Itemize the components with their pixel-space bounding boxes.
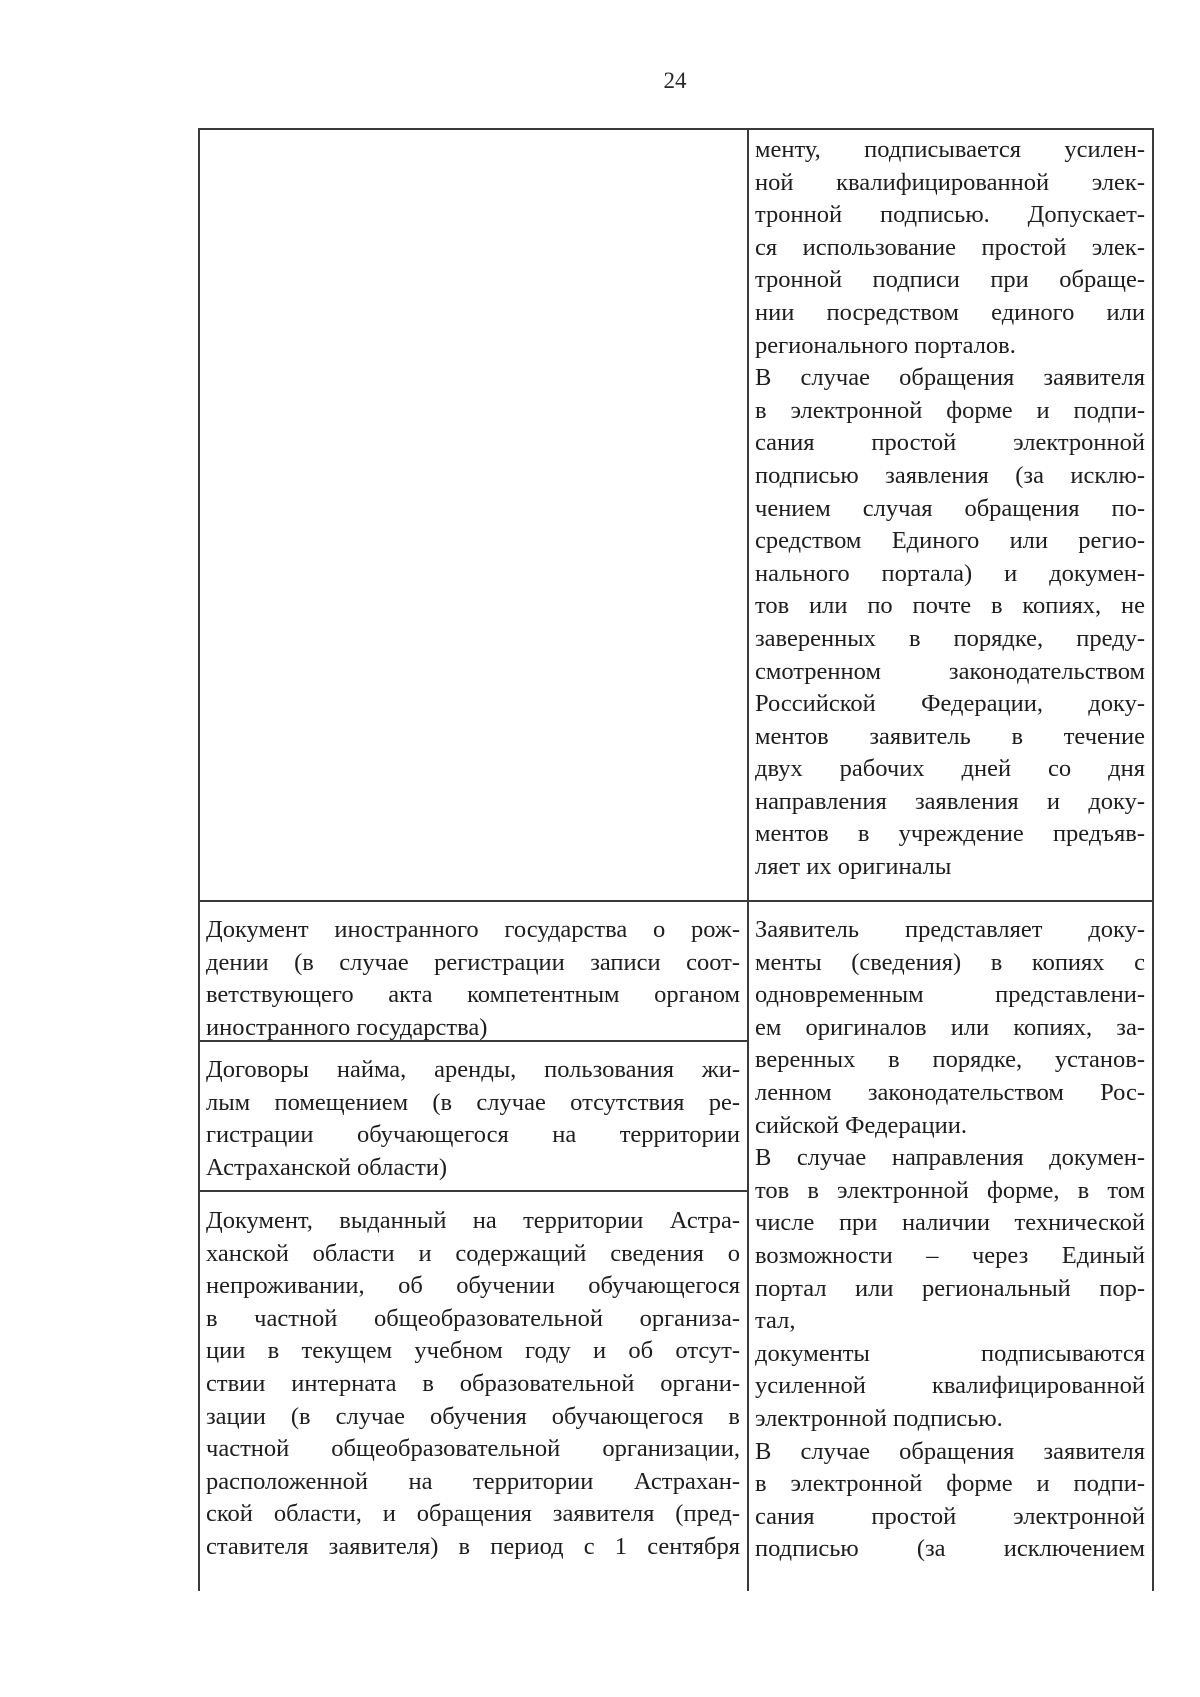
non-residence-document-cell: [206, 1205, 740, 1564]
text-line: В случае направления докумен-: [755, 1144, 1145, 1172]
text-line: иностранного государства): [206, 1013, 488, 1041]
text-line: расположенной на территории Астрахан-: [206, 1467, 740, 1495]
text-line: ментов в учреждение предъяв-: [755, 820, 1145, 848]
row2-right-paragraph-1: [755, 914, 1145, 1142]
left-subrow-divider-2: [198, 1190, 749, 1192]
lease-agreements-cell: [206, 1054, 740, 1184]
text-line: ем оригиналов или копиях, за-: [755, 1013, 1145, 1041]
foreign-birth-document-cell: [206, 914, 740, 1044]
text-line: Документ иностранного государства о рож-: [206, 916, 740, 943]
table-top-border: [198, 128, 1154, 130]
text-line: тов в электронной форме, в том: [755, 1176, 1145, 1204]
row1-right-paragraph-1: [755, 134, 1145, 362]
text-line: Астраханской области): [206, 1153, 448, 1181]
text-line: менту, подписывается усилен-: [755, 136, 1145, 163]
text-line: документы подписываются: [755, 1339, 1145, 1367]
text-line: ся использование простой элек-: [755, 233, 1145, 261]
text-line: усиленной квалифицированной: [755, 1372, 1145, 1400]
row2-right-paragraph-2: [755, 1142, 1145, 1338]
text-line: ляет их оригиналы: [755, 853, 952, 881]
text-line: числе при наличии технической: [755, 1209, 1145, 1237]
text-line: Российской Федерации, доку-: [755, 690, 1145, 718]
row2-right-paragraph-4: [755, 1436, 1145, 1566]
text-line: В случае обращения заявителя: [755, 364, 1145, 392]
text-line: Документ, выданный на территории Астра-: [206, 1207, 740, 1234]
text-line: в частной общеобразовательной организа-: [206, 1304, 740, 1332]
text-line: ментов заявитель в течение: [755, 722, 1145, 750]
row2-right-cell: [755, 914, 1145, 1566]
text-line: ставителя заявителя) в период с 1 сентября: [206, 1532, 740, 1560]
text-line: ствии интерната в образовательной органи-: [206, 1369, 740, 1397]
text-line: непроживании, об обучении обучающегося: [206, 1272, 740, 1300]
text-line: в электронной форме и подпи-: [755, 396, 1145, 424]
text-line: сания простой электронной: [755, 1502, 1145, 1530]
text-line: дении (в случае регистрации записи соот-: [206, 948, 740, 976]
requirements-table: [198, 128, 1154, 1591]
text-line: В случае обращения заявителя: [755, 1437, 1145, 1465]
text-line: электронной подписью.: [755, 1404, 1003, 1432]
table-left-border: [198, 128, 200, 1591]
text-line: ции в текущем учебном году и об отсут-: [206, 1337, 740, 1365]
text-line: Заявитель представляет доку-: [755, 916, 1145, 943]
row2-right-paragraph-3: [755, 1338, 1145, 1436]
text-line: ной квалифицированной элек-: [755, 168, 1145, 196]
text-line: тал,: [755, 1307, 796, 1335]
text-line: одновременным представлени-: [755, 981, 1145, 1009]
text-line: нального портала) и докумен-: [755, 559, 1145, 587]
text-line: ленном законодательством Рос-: [755, 1078, 1145, 1106]
page-number: 24: [663, 68, 687, 93]
text-line: ханской области и содержащий сведения о: [206, 1239, 740, 1267]
text-line: нии посредством единого или: [755, 298, 1145, 326]
text-line: лым помещением (в случае отсутствия ре-: [206, 1088, 740, 1116]
row-divider: [198, 900, 1154, 902]
text-line: подписью заявления (за исклю-: [755, 461, 1145, 489]
row1-right-paragraph-2: [755, 362, 1145, 884]
text-line: менты (сведения) в копиях с: [755, 948, 1145, 976]
text-line: возможности – через Единый: [755, 1241, 1145, 1269]
text-line: в электронной форме и подпи-: [755, 1470, 1145, 1498]
text-line: направления заявления и доку-: [755, 787, 1145, 815]
row1-right-cell: [755, 134, 1145, 884]
text-line: зации (в случае обучения обучающегося в: [206, 1402, 740, 1430]
text-line: ской области, и обращения заявителя (пред-: [206, 1500, 740, 1528]
text-line: тронной подписи при обраще-: [755, 266, 1145, 294]
text-line: сийской Федерации.: [755, 1111, 967, 1139]
text-line: тронной подписью. Допускает-: [755, 201, 1145, 229]
text-line: гистрации обучающегося на территории: [206, 1121, 740, 1149]
text-line: чением случая обращения по-: [755, 494, 1145, 522]
text-line: Договоры найма, аренды, пользования жи-: [206, 1056, 740, 1083]
table-right-border: [1152, 128, 1154, 1591]
text-line: сания простой электронной: [755, 429, 1145, 457]
text-line: смотренном законодательством: [755, 657, 1145, 685]
text-line: тов или по почте в копиях, не: [755, 592, 1145, 620]
column-divider: [747, 128, 749, 1591]
text-line: средством Единого или регио-: [755, 527, 1145, 555]
text-line: заверенных в порядке, преду-: [755, 624, 1145, 652]
text-line: портал или региональный пор-: [755, 1274, 1145, 1302]
text-line: ветствующего акта компетентным органом: [206, 981, 740, 1009]
text-line: регионального порталов.: [755, 331, 1016, 359]
text-line: подписью (за исключением: [755, 1535, 1145, 1563]
text-line: веренных в порядке, установ-: [755, 1046, 1145, 1074]
text-line: двух рабочих дней со дня: [755, 755, 1145, 783]
text-line: частной общеобразовательной организации,: [206, 1435, 740, 1463]
